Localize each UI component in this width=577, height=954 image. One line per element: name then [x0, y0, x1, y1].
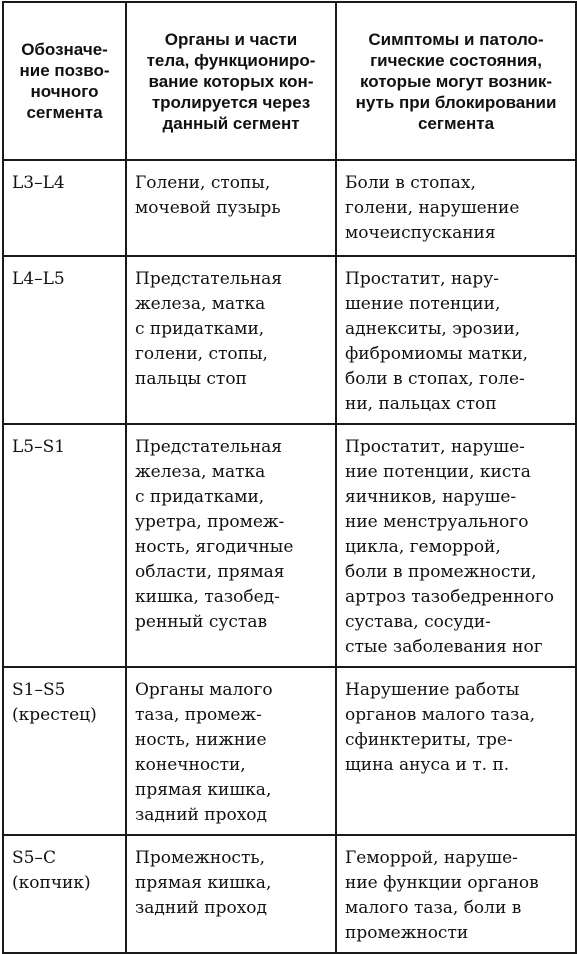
organs-cell: Промежность, прямая кишка, задний проход — [126, 835, 336, 953]
organs-cell: Органы малого таза, промеж- ность, нижние конечности, прямая кишка, задний проход — [126, 667, 336, 835]
header-segment: Обозначе- ние позво- ночного сегмента — [3, 2, 126, 160]
symptoms-cell: Геморрой, наруше- ние функции органов малого таза, боли в промежности — [336, 835, 576, 953]
table-row — [3, 256, 576, 424]
header-symptoms: Симптомы и патоло- гические состояния, которые могут возник- нуть при блокировании сегмента — [336, 2, 576, 160]
table-row — [3, 424, 576, 667]
segment-cell: L3–L4 — [3, 160, 126, 256]
table-row — [3, 667, 576, 835]
organs-cell: Предстательная железа, матка с придатками, уретра, промеж- ность, ягодичные области, прямая кишка, тазобед- ренный сустав — [126, 424, 336, 667]
header-organs: Органы и части тела, функциониро- вание которых кон- тролируется через данный сегмент — [126, 2, 336, 160]
segment-cell: L4–L5 — [3, 256, 126, 424]
header-row — [3, 2, 576, 160]
segment-cell: L5–S1 — [3, 424, 126, 667]
segment-cell: S1–S5 (крестец) — [3, 667, 126, 835]
segments-table — [2, 1, 577, 954]
table-row — [3, 160, 576, 256]
table-row — [3, 835, 576, 953]
symptoms-cell: Простатит, нару- шение потенции, аднекситы, эрозии, фибромиомы матки, боли в стопах, голе- ни, пальцах стоп — [336, 256, 576, 424]
segment-cell: S5–C (копчик) — [3, 835, 126, 953]
symptoms-cell: Боли в стопах, голени, нарушение мочеиспускания — [336, 160, 576, 256]
organs-cell: Предстательная железа, матка с придатками, голени, стопы, пальцы стоп — [126, 256, 336, 424]
symptoms-cell: Простатит, наруше- ние потенции, киста яичников, наруше- ние менструального цикла, геморрой, боли в промежности, артроз тазобедренного сустава, сосуди- стые заболевания ног — [336, 424, 576, 667]
symptoms-cell: Нарушение работы органов малого таза, сфинктериты, тре- щина ануса и т. п. — [336, 667, 576, 835]
organs-cell: Голени, стопы, мочевой пузырь — [126, 160, 336, 256]
